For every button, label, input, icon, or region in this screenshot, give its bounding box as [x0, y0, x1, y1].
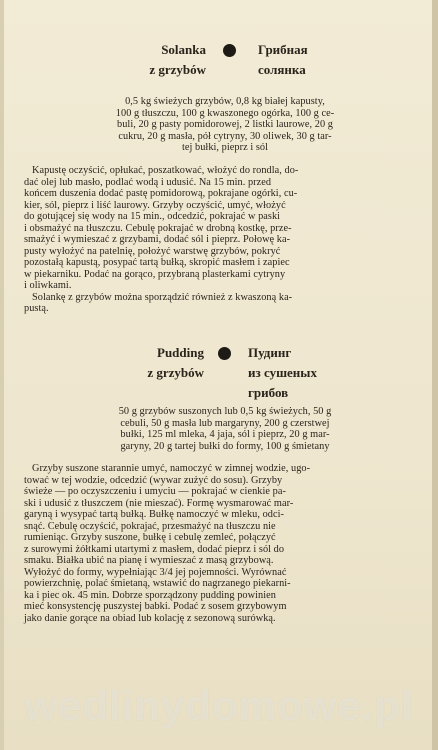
method-line: ka i piec ok. 45 min. Dobrze sporządzony pudding powinien — [24, 589, 276, 601]
method-line: Kapustę oczyścić, opłukać, poszatkować, włożyć do rondla, do- — [32, 165, 299, 176]
method-line: do gotującej się wody na 15 min., odcedzić, pokrajać w paski — [24, 211, 281, 222]
method-note-line: Solankę z grzybów można sporządzić również z kwaszoną ka- — [32, 291, 293, 303]
method-line: jako danie gorące na obiad lub kolację z sezonową surówką. — [24, 612, 276, 624]
method-line: smaku. Białka ubić na pianę i wymieszać z masą grzybową. — [24, 555, 274, 566]
recipe1-title-russian-line: Грибная — [258, 42, 308, 57]
ingredients-line: bułki, 125 ml mleka, 4 jaja, sól i pieprz, 20 g mar- — [120, 429, 330, 440]
ingredients-line: 100 g tłuszczu, 100 g kwaszonego ogórka, 100 g ce- — [115, 107, 335, 119]
method-line: z surowymi żółtkami utartymi z masłem, dodać pieprz i sól do — [24, 543, 285, 555]
ingredients-line: 0,5 kg świeżych grzybów, 0,8 kg białej kapusty, — [125, 96, 325, 107]
ingredients-line: garyny, 20 g tartej bułki do formy, 100 g śmietany — [120, 440, 330, 452]
recipe2-title-russian-line: грибов — [248, 385, 289, 400]
ingredients-line: tej bułki, pieprz i sól — [181, 142, 269, 153]
recipe1-title-polish-line: z grzybów — [149, 62, 206, 77]
method-line: smażyć i wymieszać z grzybami, dodać sól i pieprz. Połowę ka- — [24, 234, 291, 245]
method-line: rumieniąc. Grzyby suszone, bułkę i cebulę zemleć, połączyć — [24, 532, 276, 543]
recipe2-method — [24, 463, 420, 624]
method-note-line: pustą. — [24, 303, 49, 314]
method-line: mieć konsystencję puszystej babki. Podać z sosem grzybowym — [24, 601, 287, 612]
method-line: i obsmażyć na tłuszczu. Cebulę pokrajać w drobną kostkę, prze- — [24, 222, 292, 234]
recipe2-title-polish-line: Pudding — [157, 345, 204, 360]
recipe2-title-polish-line: z grzybów — [147, 365, 204, 380]
method-line: pusty wyłożyć na patelnię, położyć warstwę grzybów, pokryć — [24, 245, 281, 257]
recipe2-title-polish — [100, 343, 204, 383]
method-line: końcem duszenia dodać pastę pomidorową, pokrajane ogórki, cu- — [24, 188, 298, 199]
method-line: Wyłożyć do formy, wypełniając 3/4 jej pojemności. Wyrównać — [24, 566, 287, 578]
bullet-dot-icon — [218, 347, 231, 360]
recipe1-title-polish-line: Solanka — [161, 42, 206, 57]
ingredients-line: 50 g grzybów suszonych lub 0,5 kg świeżych, 50 g — [118, 406, 332, 417]
recipe1-title-russian-line: солянка — [258, 62, 306, 77]
method-line: pozostałą kapustą, posypać tartą bułką, skropić masłem i zapiec — [24, 257, 290, 268]
ingredients-line: cukru, 20 g masła, pół cytryny, 30 oliwek, 30 g tar- — [118, 130, 332, 142]
recipe2-title-russian — [248, 343, 388, 403]
recipe1-ingredients — [60, 96, 390, 154]
method-line: tować w tej wodzie, odcedzić (wywar zużyć do sosu). Grzyby — [24, 474, 283, 486]
method-line: garyną i wysypać tartą bułką. Bułkę namoczyć w mleku, odci- — [24, 509, 284, 520]
ingredients-line: buli, 20 g pasty pomidorowej, 2 listki laurowe, 20 g — [117, 119, 333, 130]
recipe1-heading — [0, 40, 438, 100]
method-line: i oliwkami. — [24, 280, 72, 291]
recipe1-title-polish — [100, 40, 206, 80]
recipe2-ingredients — [52, 406, 398, 452]
recipe2-title-russian-line: Пудинг — [248, 345, 292, 360]
bullet-dot-icon — [223, 44, 236, 57]
site-watermark: wedlinydomowe.pl — [24, 682, 414, 729]
recipe2-heading — [0, 343, 438, 413]
recipe1-method — [24, 165, 420, 315]
method-line: snąć. Cebulę oczyścić, pokrajać, przesmażyć na tłuszczu nie — [24, 520, 276, 532]
method-line: świeże — po oczyszczeniu i umyciu — pokrajać w cienkie pa- — [24, 486, 286, 497]
method-line: w piekarniku. Podać na gorąco, przybraną plasterkami cytryny — [24, 268, 286, 280]
recipe1-title-russian — [258, 40, 378, 80]
ingredients-line: cebuli, 50 g masła lub margaryny, 200 g czerstwej — [120, 417, 330, 429]
method-line: Grzyby suszone starannie umyć, namoczyć w zimnej wodzie, ugo- — [32, 463, 311, 474]
method-line: kier, sól, pieprz i liść laurowy. Grzyby oczyścić, umyć, włożyć — [24, 199, 286, 211]
method-line: ski i udusić z tłuszczem (nie mieszać). Formę wysmarować mar- — [24, 497, 294, 509]
method-line: dać olej lub masło, podlać wodą i udusić. Na 15 min. przed — [24, 176, 272, 188]
method-line: powierzchnię, polać śmietaną, wstawić do nagrzanego piekarni- — [24, 578, 291, 589]
recipe2-title-russian-line: из сушеных — [248, 365, 317, 380]
